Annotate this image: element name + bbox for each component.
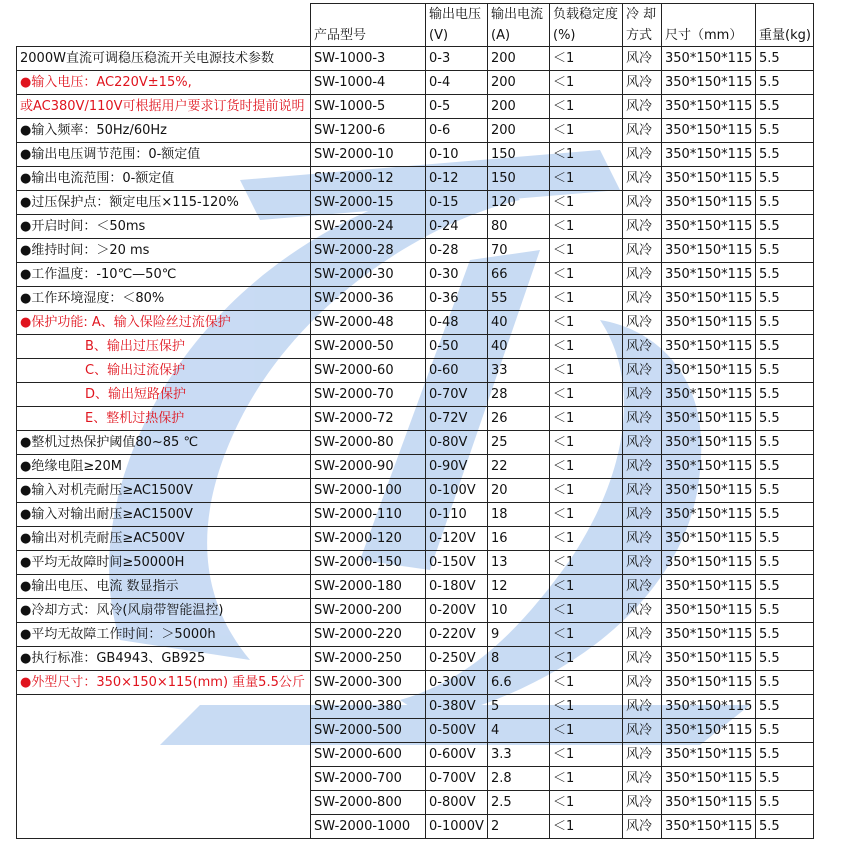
cell-regulation: ＜1	[550, 695, 623, 719]
table-row	[17, 383, 814, 407]
header-blank-cell	[17, 4, 311, 47]
cell-model: SW-2000-600	[311, 743, 426, 767]
cell-current: 33	[488, 359, 550, 383]
cell-voltage: 0-200V	[426, 599, 488, 623]
cell-weight: 5.5	[756, 407, 814, 431]
cell-weight: 5.5	[756, 335, 814, 359]
cell-regulation: ＜1	[550, 71, 623, 95]
table-row	[17, 95, 814, 119]
cell-size: 350*150*115	[662, 503, 756, 527]
cell-regulation: ＜1	[550, 167, 623, 191]
cell-size: 350*150*115	[662, 527, 756, 551]
cell-current: 18	[488, 503, 550, 527]
cell-cooling: 风冷	[623, 287, 662, 311]
cell-regulation: ＜1	[550, 287, 623, 311]
cell-model: SW-2000-90	[311, 455, 426, 479]
table-row	[17, 695, 814, 719]
cell-voltage: 0-15	[426, 191, 488, 215]
cell-regulation: ＜1	[550, 575, 623, 599]
table-row	[17, 575, 814, 599]
cell-weight: 5.5	[756, 791, 814, 815]
cell-size: 350*150*115	[662, 71, 756, 95]
spec-parameter: B、输出过压保护	[17, 335, 311, 359]
table-row	[17, 647, 814, 671]
cell-voltage: 0-48	[426, 311, 488, 335]
cell-voltage: 0-220V	[426, 623, 488, 647]
cell-voltage: 0-6	[426, 119, 488, 143]
cell-size: 350*150*115	[662, 719, 756, 743]
cell-current: 2.5	[488, 791, 550, 815]
cell-size: 350*150*115	[662, 167, 756, 191]
cell-weight: 5.5	[756, 287, 814, 311]
cell-voltage: 0-80V	[426, 431, 488, 455]
spec-parameter: 或AC380V/110V可根据用户要求订货时提前说明	[17, 95, 311, 119]
cell-regulation: ＜1	[550, 335, 623, 359]
cell-current: 55	[488, 287, 550, 311]
cell-current: 22	[488, 455, 550, 479]
cell-current: 150	[488, 167, 550, 191]
header-current: 输出电流(A)	[488, 4, 550, 47]
table-row	[17, 623, 814, 647]
cell-voltage: 0-300V	[426, 671, 488, 695]
table-row	[17, 479, 814, 503]
spec-table-body	[17, 4, 814, 839]
cell-cooling: 风冷	[623, 767, 662, 791]
cell-model: SW-1000-4	[311, 71, 426, 95]
cell-weight: 5.5	[756, 119, 814, 143]
cell-cooling: 风冷	[623, 647, 662, 671]
cell-voltage: 0-180V	[426, 575, 488, 599]
cell-current: 70	[488, 239, 550, 263]
cell-size: 350*150*115	[662, 743, 756, 767]
cell-cooling: 风冷	[623, 359, 662, 383]
cell-model: SW-2000-10	[311, 143, 426, 167]
cell-current: 4	[488, 719, 550, 743]
cell-size: 350*150*115	[662, 599, 756, 623]
cell-size: 350*150*115	[662, 311, 756, 335]
blank-cell	[17, 695, 311, 839]
cell-cooling: 风冷	[623, 623, 662, 647]
cell-size: 350*150*115	[662, 263, 756, 287]
cell-current: 120	[488, 191, 550, 215]
cell-cooling: 风冷	[623, 551, 662, 575]
spec-parameter: ●输入对输出耐压≥AC1500V	[17, 503, 311, 527]
cell-current: 40	[488, 311, 550, 335]
cell-model: SW-2000-12	[311, 167, 426, 191]
cell-weight: 5.5	[756, 383, 814, 407]
spec-parameter: E、整机过热保护	[17, 407, 311, 431]
cell-voltage: 0-60	[426, 359, 488, 383]
cell-model: SW-2000-110	[311, 503, 426, 527]
header-row	[17, 4, 814, 47]
cell-current: 150	[488, 143, 550, 167]
cell-weight: 5.5	[756, 551, 814, 575]
cell-cooling: 风冷	[623, 143, 662, 167]
cell-current: 80	[488, 215, 550, 239]
cell-current: 5	[488, 695, 550, 719]
cell-model: SW-2000-1000	[311, 815, 426, 839]
spec-parameter: ●输入电压：AC220V±15%,	[17, 71, 311, 95]
cell-weight: 5.5	[756, 767, 814, 791]
cell-weight: 5.5	[756, 191, 814, 215]
table-row	[17, 551, 814, 575]
cell-size: 350*150*115	[662, 143, 756, 167]
cell-weight: 5.5	[756, 239, 814, 263]
cell-cooling: 风冷	[623, 575, 662, 599]
cell-cooling: 风冷	[623, 215, 662, 239]
cell-current: 200	[488, 95, 550, 119]
cell-size: 350*150*115	[662, 815, 756, 839]
cell-voltage: 0-72V	[426, 407, 488, 431]
cell-size: 350*150*115	[662, 479, 756, 503]
cell-regulation: ＜1	[550, 263, 623, 287]
cell-current: 3.3	[488, 743, 550, 767]
cell-weight: 5.5	[756, 503, 814, 527]
table-row	[17, 287, 814, 311]
cell-voltage: 0-5	[426, 95, 488, 119]
cell-voltage: 0-600V	[426, 743, 488, 767]
cell-cooling: 风冷	[623, 599, 662, 623]
cell-model: SW-2000-380	[311, 695, 426, 719]
table-row	[17, 263, 814, 287]
cell-model: SW-2000-120	[311, 527, 426, 551]
cell-regulation: ＜1	[550, 671, 623, 695]
cell-size: 350*150*115	[662, 455, 756, 479]
cell-weight: 5.5	[756, 647, 814, 671]
cell-current: 8	[488, 647, 550, 671]
cell-cooling: 风冷	[623, 47, 662, 71]
cell-size: 350*150*115	[662, 647, 756, 671]
cell-size: 350*150*115	[662, 551, 756, 575]
cell-regulation: ＜1	[550, 311, 623, 335]
cell-regulation: ＜1	[550, 767, 623, 791]
table-row	[17, 335, 814, 359]
cell-model: SW-1000-5	[311, 95, 426, 119]
cell-voltage: 0-110	[426, 503, 488, 527]
table-row	[17, 503, 814, 527]
cell-voltage: 0-150V	[426, 551, 488, 575]
header-model: 产品型号	[311, 4, 426, 47]
cell-model: SW-2000-70	[311, 383, 426, 407]
cell-size: 350*150*115	[662, 287, 756, 311]
cell-model: SW-2000-220	[311, 623, 426, 647]
cell-weight: 5.5	[756, 743, 814, 767]
cell-regulation: ＜1	[550, 599, 623, 623]
spec-parameter: ●输入频率：50Hz/60Hz	[17, 119, 311, 143]
cell-voltage: 0-30	[426, 263, 488, 287]
cell-regulation: ＜1	[550, 359, 623, 383]
cell-weight: 5.5	[756, 95, 814, 119]
cell-cooling: 风冷	[623, 431, 662, 455]
table-row	[17, 239, 814, 263]
cell-cooling: 风冷	[623, 479, 662, 503]
spec-table	[16, 3, 814, 839]
cell-model: SW-2000-200	[311, 599, 426, 623]
cell-voltage: 0-700V	[426, 767, 488, 791]
header-weight: 重量(kg)	[756, 4, 814, 47]
cell-voltage: 0-10	[426, 143, 488, 167]
spec-parameter: ●整机过热保护阈值80~85 ℃	[17, 431, 311, 455]
cell-weight: 5.5	[756, 815, 814, 839]
cell-model: SW-1000-3	[311, 47, 426, 71]
cell-current: 26	[488, 407, 550, 431]
cell-voltage: 0-90V	[426, 455, 488, 479]
header-voltage: 输出电压(V)	[426, 4, 488, 47]
cell-size: 350*150*115	[662, 191, 756, 215]
cell-current: 13	[488, 551, 550, 575]
cell-current: 16	[488, 527, 550, 551]
spec-parameter: ●输出电流范围：0-额定值	[17, 167, 311, 191]
spec-parameter: ●平均无故障时间≥50000H	[17, 551, 311, 575]
spec-parameter: ●输出电压、电流 数显指示	[17, 575, 311, 599]
cell-size: 350*150*115	[662, 575, 756, 599]
cell-weight: 5.5	[756, 359, 814, 383]
cell-current: 40	[488, 335, 550, 359]
spec-parameter: ●输入对机壳耐压≥AC1500V	[17, 479, 311, 503]
table-row	[17, 71, 814, 95]
cell-weight: 5.5	[756, 695, 814, 719]
cell-voltage: 0-120V	[426, 527, 488, 551]
cell-size: 350*150*115	[662, 407, 756, 431]
cell-current: 2.8	[488, 767, 550, 791]
header-cooling: 冷 却方式	[623, 4, 662, 47]
table-row	[17, 167, 814, 191]
cell-size: 350*150*115	[662, 47, 756, 71]
cell-model: SW-2000-28	[311, 239, 426, 263]
cell-regulation: ＜1	[550, 527, 623, 551]
spec-parameter: ●绝缘电阻≥20M	[17, 455, 311, 479]
cell-weight: 5.5	[756, 575, 814, 599]
cell-model: SW-2000-100	[311, 479, 426, 503]
cell-size: 350*150*115	[662, 767, 756, 791]
spec-parameter: 2000W直流可调稳压稳流开关电源技术参数	[17, 47, 311, 71]
cell-size: 350*150*115	[662, 671, 756, 695]
cell-cooling: 风冷	[623, 791, 662, 815]
spec-parameter: ●保护功能: A、输入保险丝过流保护	[17, 311, 311, 335]
table-row	[17, 215, 814, 239]
cell-regulation: ＜1	[550, 407, 623, 431]
cell-model: SW-2000-50	[311, 335, 426, 359]
cell-weight: 5.5	[756, 263, 814, 287]
table-row	[17, 431, 814, 455]
cell-voltage: 0-800V	[426, 791, 488, 815]
cell-regulation: ＜1	[550, 719, 623, 743]
cell-regulation: ＜1	[550, 455, 623, 479]
cell-voltage: 0-24	[426, 215, 488, 239]
cell-weight: 5.5	[756, 71, 814, 95]
cell-current: 12	[488, 575, 550, 599]
table-row	[17, 599, 814, 623]
cell-cooling: 风冷	[623, 263, 662, 287]
table-row	[17, 671, 814, 695]
table-row	[17, 527, 814, 551]
cell-current: 6.6	[488, 671, 550, 695]
cell-model: SW-2000-150	[311, 551, 426, 575]
cell-cooling: 风冷	[623, 407, 662, 431]
cell-current: 10	[488, 599, 550, 623]
header-regulation: 负载稳定度(%)	[550, 4, 623, 47]
cell-regulation: ＜1	[550, 191, 623, 215]
cell-size: 350*150*115	[662, 239, 756, 263]
table-row	[17, 191, 814, 215]
cell-model: SW-2000-48	[311, 311, 426, 335]
spec-parameter: D、输出短路保护	[17, 383, 311, 407]
cell-regulation: ＜1	[550, 551, 623, 575]
cell-regulation: ＜1	[550, 503, 623, 527]
cell-regulation: ＜1	[550, 95, 623, 119]
cell-weight: 5.5	[756, 431, 814, 455]
cell-model: SW-2000-72	[311, 407, 426, 431]
spec-parameter: ●执行标准：GB4943、GB925	[17, 647, 311, 671]
cell-weight: 5.5	[756, 527, 814, 551]
cell-regulation: ＜1	[550, 143, 623, 167]
cell-size: 350*150*115	[662, 431, 756, 455]
cell-cooling: 风冷	[623, 191, 662, 215]
cell-size: 350*150*115	[662, 359, 756, 383]
cell-model: SW-2000-15	[311, 191, 426, 215]
cell-voltage: 0-28	[426, 239, 488, 263]
cell-cooling: 风冷	[623, 671, 662, 695]
cell-weight: 5.5	[756, 167, 814, 191]
spec-parameter: ●开启时间：＜50ms	[17, 215, 311, 239]
cell-model: SW-2000-800	[311, 791, 426, 815]
cell-model: SW-2000-180	[311, 575, 426, 599]
table-row	[17, 455, 814, 479]
cell-voltage: 0-500V	[426, 719, 488, 743]
cell-size: 350*150*115	[662, 695, 756, 719]
cell-size: 350*150*115	[662, 215, 756, 239]
cell-model: SW-2000-500	[311, 719, 426, 743]
cell-regulation: ＜1	[550, 623, 623, 647]
cell-size: 350*150*115	[662, 623, 756, 647]
cell-regulation: ＜1	[550, 47, 623, 71]
cell-weight: 5.5	[756, 143, 814, 167]
cell-size: 350*150*115	[662, 335, 756, 359]
cell-cooling: 风冷	[623, 335, 662, 359]
table-row	[17, 47, 814, 71]
cell-model: SW-2000-300	[311, 671, 426, 695]
table-row	[17, 359, 814, 383]
cell-model: SW-2000-700	[311, 767, 426, 791]
cell-voltage: 0-50	[426, 335, 488, 359]
cell-current: 200	[488, 71, 550, 95]
cell-weight: 5.5	[756, 311, 814, 335]
spec-parameter: ●过压保护点：额定电压×115-120%	[17, 191, 311, 215]
cell-current: 200	[488, 119, 550, 143]
cell-voltage: 0-3	[426, 47, 488, 71]
cell-size: 350*150*115	[662, 383, 756, 407]
cell-size: 350*150*115	[662, 95, 756, 119]
cell-regulation: ＜1	[550, 479, 623, 503]
cell-voltage: 0-36	[426, 287, 488, 311]
spec-parameter: ●工作温度：-10℃—50℃	[17, 263, 311, 287]
cell-cooling: 风冷	[623, 527, 662, 551]
cell-current: 9	[488, 623, 550, 647]
cell-regulation: ＜1	[550, 743, 623, 767]
cell-model: SW-2000-36	[311, 287, 426, 311]
cell-cooling: 风冷	[623, 455, 662, 479]
cell-cooling: 风冷	[623, 119, 662, 143]
cell-size: 350*150*115	[662, 791, 756, 815]
cell-voltage: 0-100V	[426, 479, 488, 503]
cell-weight: 5.5	[756, 671, 814, 695]
cell-weight: 5.5	[756, 599, 814, 623]
spec-parameter: ●平均无故障工作时间：＞5000h	[17, 623, 311, 647]
cell-weight: 5.5	[756, 215, 814, 239]
cell-weight: 5.5	[756, 47, 814, 71]
cell-current: 20	[488, 479, 550, 503]
cell-voltage: 0-12	[426, 167, 488, 191]
cell-regulation: ＜1	[550, 215, 623, 239]
cell-weight: 5.5	[756, 479, 814, 503]
cell-voltage: 0-4	[426, 71, 488, 95]
cell-current: 66	[488, 263, 550, 287]
table-row	[17, 407, 814, 431]
spec-parameter: ●外型尺寸：350×150×115(mm) 重量5.5公斤	[17, 671, 311, 695]
cell-regulation: ＜1	[550, 791, 623, 815]
cell-cooling: 风冷	[623, 503, 662, 527]
cell-current: 200	[488, 47, 550, 71]
cell-weight: 5.5	[756, 455, 814, 479]
table-row	[17, 119, 814, 143]
spec-parameter: ●输出电压调节范围：0-额定值	[17, 143, 311, 167]
cell-size: 350*150*115	[662, 119, 756, 143]
cell-cooling: 风冷	[623, 311, 662, 335]
cell-model: SW-2000-250	[311, 647, 426, 671]
cell-regulation: ＜1	[550, 647, 623, 671]
cell-cooling: 风冷	[623, 167, 662, 191]
cell-current: 2	[488, 815, 550, 839]
cell-voltage: 0-250V	[426, 647, 488, 671]
cell-cooling: 风冷	[623, 743, 662, 767]
cell-current: 25	[488, 431, 550, 455]
cell-cooling: 风冷	[623, 695, 662, 719]
cell-model: SW-2000-30	[311, 263, 426, 287]
cell-cooling: 风冷	[623, 383, 662, 407]
cell-voltage: 0-380V	[426, 695, 488, 719]
spec-parameter: ●工作环境湿度：＜80%	[17, 287, 311, 311]
header-size: 尺寸（mm）	[662, 4, 756, 47]
cell-weight: 5.5	[756, 719, 814, 743]
table-row	[17, 311, 814, 335]
cell-model: SW-2000-60	[311, 359, 426, 383]
cell-voltage: 0-70V	[426, 383, 488, 407]
spec-parameter: ●维持时间：＞20 ms	[17, 239, 311, 263]
cell-current: 28	[488, 383, 550, 407]
cell-regulation: ＜1	[550, 239, 623, 263]
spec-parameter: ●冷却方式：风冷(风扇带智能温控)	[17, 599, 311, 623]
cell-cooling: 风冷	[623, 719, 662, 743]
spec-parameter: ●输出对机壳耐压≥AC500V	[17, 527, 311, 551]
cell-model: SW-2000-24	[311, 215, 426, 239]
cell-cooling: 风冷	[623, 239, 662, 263]
cell-regulation: ＜1	[550, 119, 623, 143]
cell-cooling: 风冷	[623, 71, 662, 95]
cell-regulation: ＜1	[550, 431, 623, 455]
cell-model: SW-2000-80	[311, 431, 426, 455]
cell-voltage: 0-1000V	[426, 815, 488, 839]
table-row	[17, 143, 814, 167]
cell-regulation: ＜1	[550, 815, 623, 839]
cell-cooling: 风冷	[623, 95, 662, 119]
cell-cooling: 风冷	[623, 815, 662, 839]
cell-model: SW-1200-6	[311, 119, 426, 143]
spec-parameter: C、输出过流保护	[17, 359, 311, 383]
cell-weight: 5.5	[756, 623, 814, 647]
cell-regulation: ＜1	[550, 383, 623, 407]
